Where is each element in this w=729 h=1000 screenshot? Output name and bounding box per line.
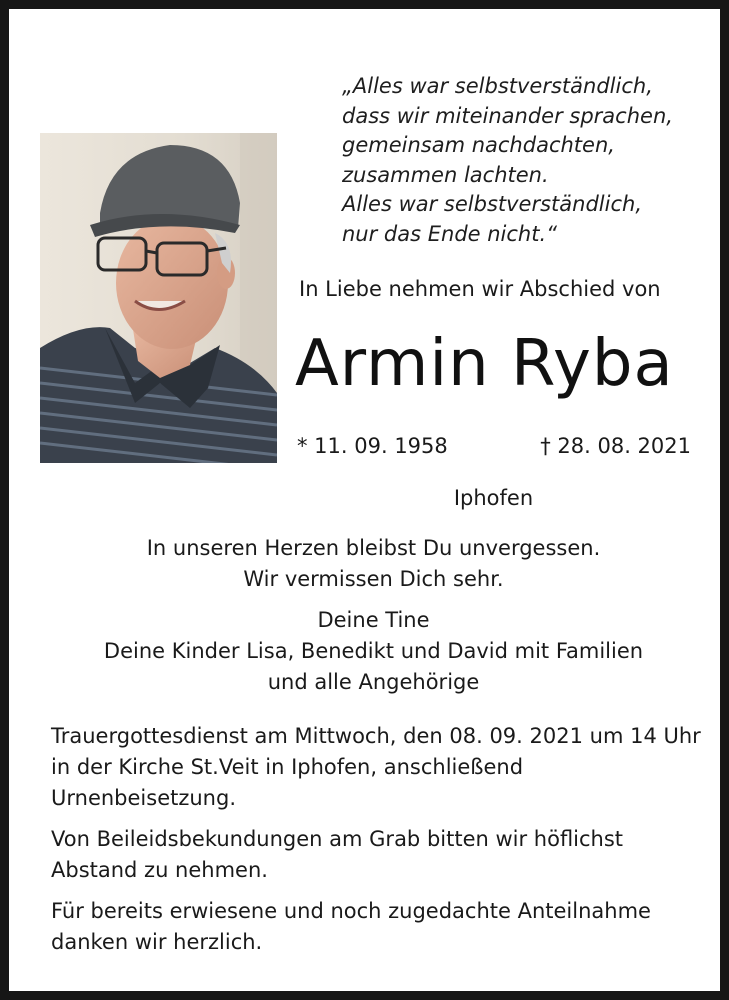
message-line: Wir vermissen Dich sehr. [243,567,504,591]
life-dates [297,434,697,464]
message-line: In unseren Herzen bleibst Du unvergessen. [146,536,601,560]
service-info: Trauergottesdienst am Mittwoch, den 08. 09. 2021 um 14 Uhr in der Kirche St.Veit in Iphofen, anschließend Urnenbeisetzung. [51,724,701,810]
quote-line: Alles war selbstverständlich, [342,192,642,216]
quote-line: gemeinsam nachdachten, [342,133,615,157]
quote-line: dass wir miteinander sprachen, [342,103,673,128]
deceased-name: Armin Ryba [295,327,674,401]
mourners-list [9,605,729,698]
mourner-line: Deine Tine [317,608,430,632]
quote-line: „Alles war selbstverständlich, [342,74,653,98]
farewell-intro: In Liebe nehmen wir Abschied von [299,277,661,301]
quote-line: zusammen lachten. [342,162,549,187]
service-details [51,721,701,968]
portrait-photo [40,133,277,463]
memorial-message [9,533,729,595]
hometown: Iphofen [453,486,534,510]
mourner-line: und alle Angehörige [267,670,480,694]
thanks-note: Für bereits erwiesene und noch zugedachte Anteilnahme danken wir herzlich. [51,899,651,954]
birth-date: * 11. 09. 1958 [297,434,448,458]
quote-line: nur das Ende nicht.“ [342,221,558,246]
death-date: † 28. 08. 2021 [540,434,691,458]
condolence-note: Von Beileidsbekundungen am Grab bitten wir höflichst Abstand zu nehmen. [51,827,624,882]
memorial-quote [342,72,722,249]
mourner-line: Deine Kinder Lisa, Benedikt und David mit Familien [103,639,644,663]
